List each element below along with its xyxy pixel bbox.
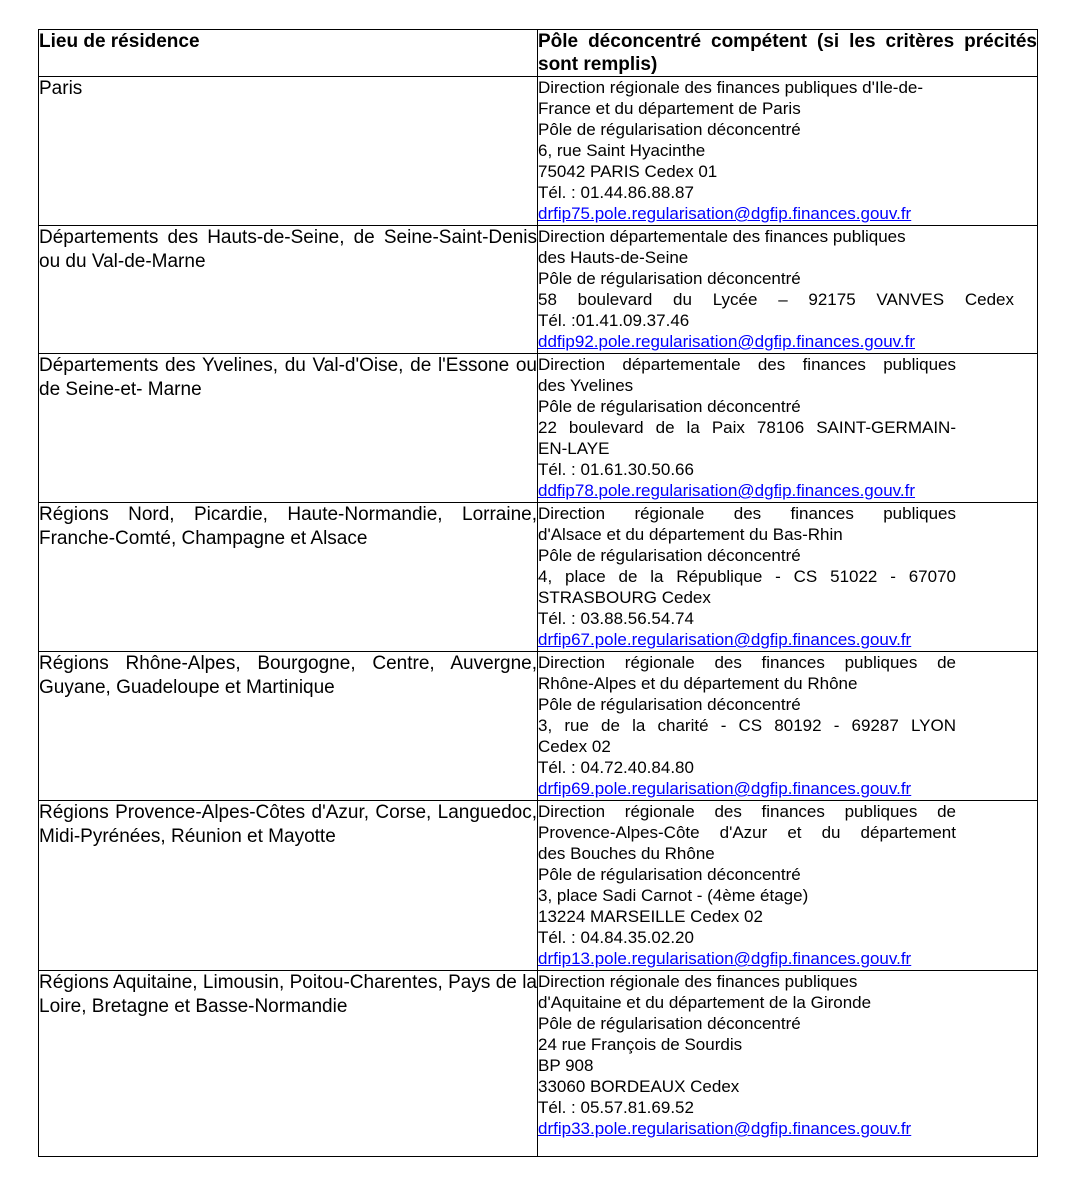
pole-line: d'Alsace et du département du Bas-Rhin bbox=[538, 525, 843, 544]
pole-line: Direction régionale des finances publiques bbox=[538, 972, 858, 991]
pole-line: Tél. : 01.61.30.50.66 bbox=[538, 460, 694, 479]
pole-cell bbox=[538, 226, 1038, 354]
pole-line: 75042 PARIS Cedex 01 bbox=[538, 162, 718, 181]
table-row bbox=[39, 354, 1038, 503]
pole-line: Direction départementale des finances publiques bbox=[538, 227, 906, 246]
pole-line: 22 boulevard de la Paix 78106 SAINT-GERMAIN- bbox=[538, 418, 956, 437]
residence-pole-table bbox=[38, 29, 1038, 1157]
pole-line: 3, rue de la charité - CS 80192 - 69287 LYON bbox=[538, 716, 956, 735]
pole-line: 24 rue François de Sourdis bbox=[538, 1035, 743, 1054]
pole-line: Tél. : 04.84.35.02.20 bbox=[538, 928, 694, 947]
email-link[interactable]: drfip13.pole.regularisation@dgfip.finances.gouv.fr bbox=[538, 949, 912, 968]
pole-cell bbox=[538, 354, 1038, 503]
lieu-cell: Régions Aquitaine, Limousin, Poitou-Charentes, Pays de la Loire, Bretagne et Basse-Normandie bbox=[39, 971, 538, 1157]
lieu-cell: Régions Rhône-Alpes, Bourgogne, Centre, Auvergne, Guyane, Guadeloupe et Martinique bbox=[39, 652, 538, 801]
lieu-cell: Régions Provence-Alpes-Côtes d'Azur, Corse, Languedoc, Midi-Pyrénées, Réunion et Mayotte bbox=[39, 801, 538, 971]
table-row bbox=[39, 77, 1038, 226]
pole-line: Pôle de régularisation déconcentré bbox=[538, 269, 801, 288]
email-link[interactable]: drfip33.pole.regularisation@dgfip.finances.gouv.fr bbox=[538, 1119, 912, 1138]
pole-cell bbox=[538, 652, 1038, 801]
table-header-row bbox=[39, 30, 1038, 77]
pole-line: Tél. : 05.57.81.69.52 bbox=[538, 1098, 694, 1117]
table-row bbox=[39, 226, 1038, 354]
pole-line: Cedex 02 bbox=[538, 737, 611, 756]
pole-line: Direction régionale des finances publiques de bbox=[538, 802, 956, 821]
lieu-cell: Départements des Yvelines, du Val-d'Oise, de l'Essone ou de Seine-et- Marne bbox=[39, 354, 538, 503]
pole-line: STRASBOURG Cedex bbox=[538, 588, 711, 607]
pole-line: Rhône-Alpes et du département du Rhône bbox=[538, 674, 858, 693]
pole-line: Direction régionale des finances publiques bbox=[538, 504, 956, 523]
pole-line: 4, place de la République - CS 51022 - 67070 bbox=[538, 567, 956, 586]
pole-line: Provence-Alpes-Côte d'Azur et du département bbox=[538, 823, 956, 842]
lieu-cell: Régions Nord, Picardie, Haute-Normandie, Lorraine, Franche-Comté, Champagne et Alsace bbox=[39, 503, 538, 652]
pole-line: des Bouches du Rhône bbox=[538, 844, 715, 863]
table-row bbox=[39, 971, 1038, 1157]
pole-line: des Hauts-de-Seine bbox=[538, 248, 689, 267]
email-link[interactable]: drfip69.pole.regularisation@dgfip.finances.gouv.fr bbox=[538, 779, 912, 798]
email-link[interactable]: drfip75.pole.regularisation@dgfip.finances.gouv.fr bbox=[538, 204, 912, 223]
pole-line: BP 908 bbox=[538, 1056, 594, 1075]
pole-line: Direction départementale des finances publiques bbox=[538, 355, 956, 374]
pole-line: EN-LAYE bbox=[538, 439, 610, 458]
email-link[interactable]: ddfip92.pole.regularisation@dgfip.finances.gouv.fr bbox=[538, 332, 916, 351]
pole-line: des Yvelines bbox=[538, 376, 634, 395]
pole-line: d'Aquitaine et du département de la Gironde bbox=[538, 993, 872, 1012]
pole-line: 13224 MARSEILLE Cedex 02 bbox=[538, 907, 763, 926]
pole-line: Pôle de régularisation déconcentré bbox=[538, 695, 801, 714]
table-row bbox=[39, 801, 1038, 971]
header-lieu: Lieu de résidence bbox=[39, 30, 538, 77]
pole-line: Pôle de régularisation déconcentré bbox=[538, 865, 801, 884]
pole-line: Pôle de régularisation déconcentré bbox=[538, 546, 801, 565]
pole-line: 33060 BORDEAUX Cedex bbox=[538, 1077, 740, 1096]
pole-line: 6, rue Saint Hyacinthe bbox=[538, 141, 706, 160]
email-link[interactable]: ddfip78.pole.regularisation@dgfip.finances.gouv.fr bbox=[538, 481, 916, 500]
lieu-cell: Paris bbox=[39, 77, 538, 226]
pole-line: Direction régionale des finances publiques d'Ile-de- bbox=[538, 78, 924, 97]
pole-line: Direction régionale des finances publiques de bbox=[538, 653, 956, 672]
pole-cell bbox=[538, 77, 1038, 226]
email-link[interactable]: drfip67.pole.regularisation@dgfip.finances.gouv.fr bbox=[538, 630, 912, 649]
pole-line: Pôle de régularisation déconcentré bbox=[538, 120, 801, 139]
pole-cell bbox=[538, 801, 1038, 971]
pole-line: Tél. : 01.44.86.88.87 bbox=[538, 183, 694, 202]
pole-cell bbox=[538, 971, 1038, 1157]
pole-line: 58 boulevard du Lycée – 92175 VANVES Cedex bbox=[538, 290, 1014, 309]
pole-line: France et du département de Paris bbox=[538, 99, 801, 118]
pole-line: Tél. : 04.72.40.84.80 bbox=[538, 758, 694, 777]
pole-line: Tél. : 03.88.56.54.74 bbox=[538, 609, 694, 628]
pole-line: Pôle de régularisation déconcentré bbox=[538, 1014, 801, 1033]
pole-line: 3, place Sadi Carnot - (4ème étage) bbox=[538, 886, 809, 905]
lieu-cell: Départements des Hauts-de-Seine, de Seine-Saint-Denis ou du Val-de-Marne bbox=[39, 226, 538, 354]
table-row bbox=[39, 652, 1038, 801]
pole-line: Tél. :01.41.09.37.46 bbox=[538, 311, 690, 330]
pole-line: Pôle de régularisation déconcentré bbox=[538, 397, 801, 416]
header-pole: Pôle déconcentré compétent (si les critères précités sont remplis) bbox=[538, 31, 1037, 75]
table-row bbox=[39, 503, 1038, 652]
pole-cell bbox=[538, 503, 1038, 652]
